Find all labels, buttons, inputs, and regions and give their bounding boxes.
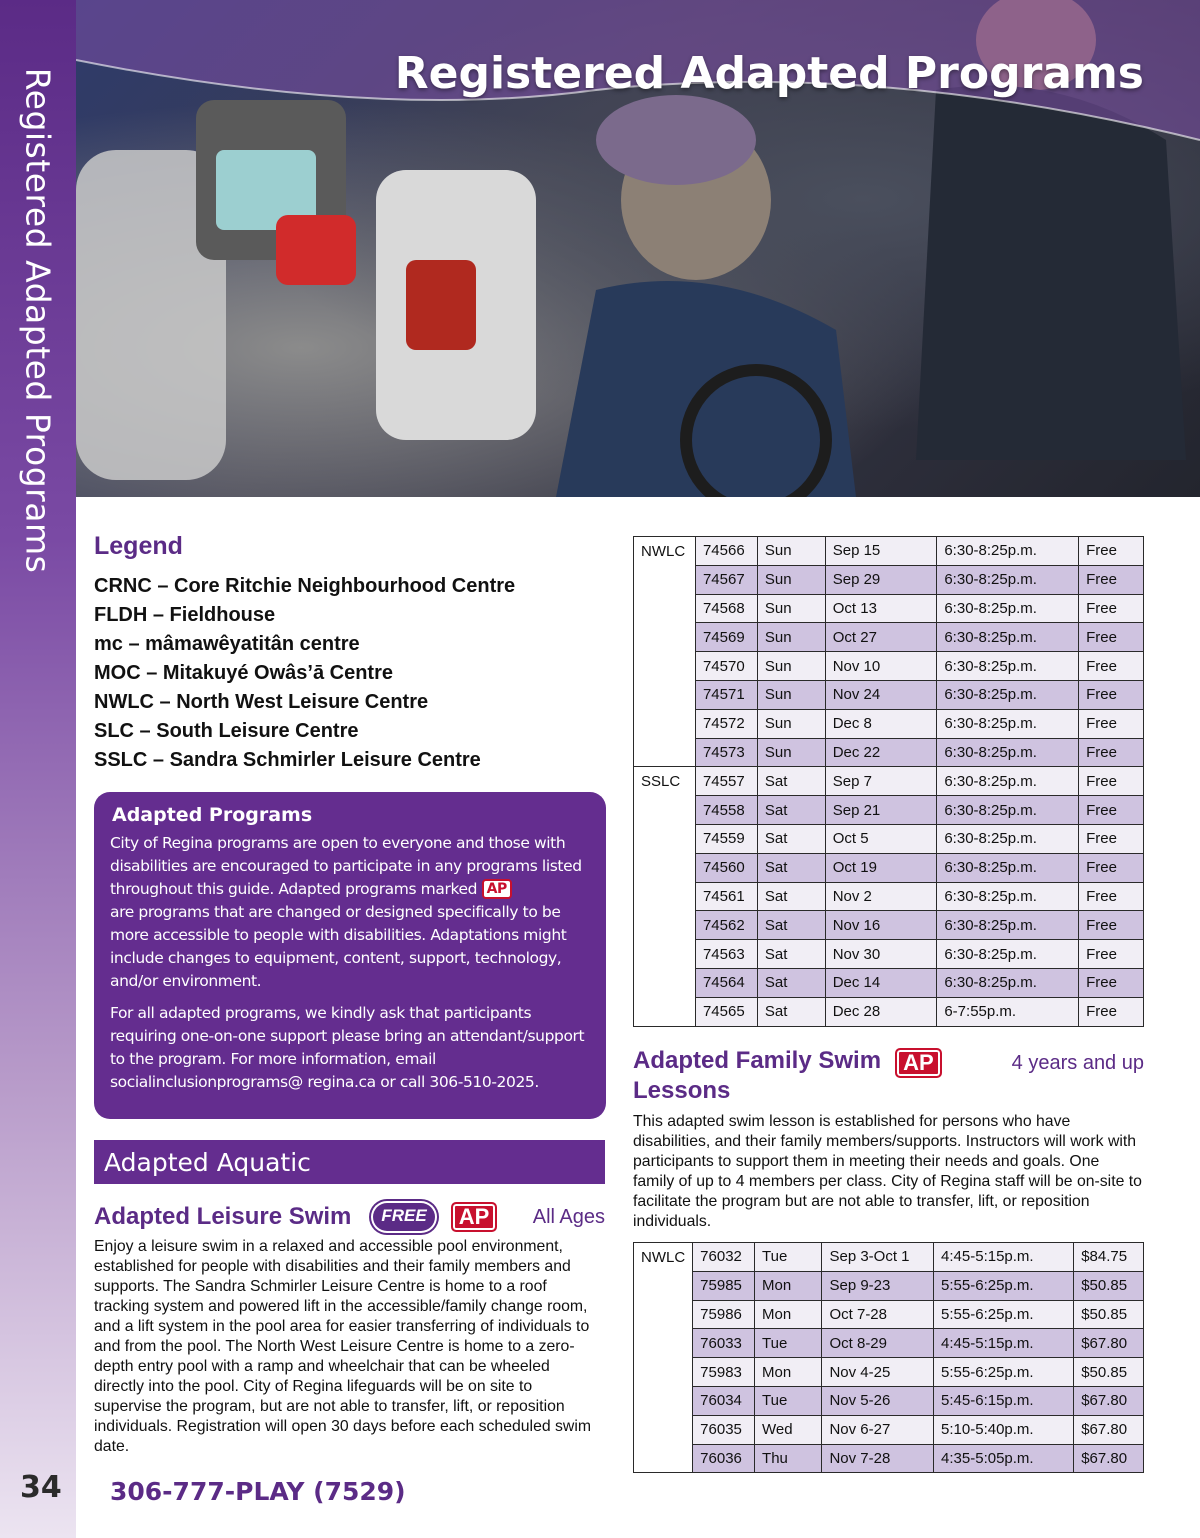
table-cell-date: Oct 7-28 bbox=[822, 1300, 934, 1329]
table-cell-fee: $50.85 bbox=[1074, 1358, 1144, 1387]
table-cell-time: 6:30-8:25p.m. bbox=[937, 738, 1079, 767]
table-cell-barcode: 74559 bbox=[695, 824, 757, 853]
legend-item: MOC – Mitakuyé Owâs’ā Centre bbox=[94, 662, 393, 684]
table-row bbox=[634, 997, 1144, 1026]
table-cell-day: Sun bbox=[757, 709, 825, 738]
table-row bbox=[634, 738, 1144, 767]
table-cell-barcode: 76032 bbox=[693, 1243, 755, 1272]
table-cell-day: Sat bbox=[757, 824, 825, 853]
family-swim-title-line2: Lessons bbox=[633, 1077, 731, 1104]
table-row bbox=[634, 1386, 1144, 1415]
table-cell-time: 6:30-8:25p.m. bbox=[937, 796, 1079, 825]
table-cell-date: Oct 5 bbox=[825, 824, 937, 853]
table-row bbox=[634, 680, 1144, 709]
table-row bbox=[634, 1444, 1144, 1473]
side-title bbox=[0, 0, 76, 640]
table-cell-date: Nov 10 bbox=[825, 652, 937, 681]
table-row bbox=[634, 623, 1144, 652]
table-cell-fee: $67.80 bbox=[1074, 1329, 1144, 1358]
table-row bbox=[634, 882, 1144, 911]
table-cell-site: SSLC bbox=[634, 767, 696, 1026]
table-cell-fee: Free bbox=[1079, 968, 1144, 997]
family-swim-title-line1: Adapted Family Swim bbox=[633, 1047, 882, 1074]
table-cell-barcode: 74561 bbox=[695, 882, 757, 911]
table-cell-date: Oct 27 bbox=[825, 623, 937, 652]
table-cell-barcode: 74567 bbox=[695, 565, 757, 594]
table-cell-date: Nov 16 bbox=[825, 911, 937, 940]
table-cell-time: 6:30-8:25p.m. bbox=[937, 623, 1079, 652]
table-cell-day: Sun bbox=[757, 623, 825, 652]
table-row bbox=[634, 1358, 1144, 1387]
table-cell-day: Sat bbox=[757, 767, 825, 796]
adapted-programs-paragraph-1 bbox=[110, 832, 590, 993]
table-cell-date: Sep 21 bbox=[825, 796, 937, 825]
table-cell-barcode: 75986 bbox=[693, 1300, 755, 1329]
hero-title: Registered Adapted Programs bbox=[394, 48, 1144, 99]
table-cell-day: Mon bbox=[755, 1358, 822, 1387]
table-cell-date: Sep 15 bbox=[825, 537, 937, 566]
table-cell-date: Oct 8-29 bbox=[822, 1329, 934, 1358]
table-row bbox=[634, 565, 1144, 594]
leisure-swim-header bbox=[94, 1202, 605, 1232]
table-cell-date: Dec 14 bbox=[825, 968, 937, 997]
table-cell-barcode: 74572 bbox=[695, 709, 757, 738]
table-cell-barcode: 76036 bbox=[693, 1444, 755, 1473]
table-cell-time: 6:30-8:25p.m. bbox=[937, 565, 1079, 594]
table-cell-barcode: 74571 bbox=[695, 680, 757, 709]
ap-badge-icon: AP bbox=[451, 1202, 498, 1232]
table-row bbox=[634, 537, 1144, 566]
adapted-programs-paragraph-2: For all adapted programs, we kindly ask that participants requiring one-on-one support please bring an attendant/support to the program. For more information, email socialinclusionprograms@ regina.ca or call 306-510-2025. bbox=[110, 1004, 585, 1091]
adapted-programs-box bbox=[94, 792, 606, 1119]
table-cell-fee: Free bbox=[1079, 738, 1144, 767]
free-badge-icon: FREE bbox=[373, 1203, 434, 1231]
table-cell-barcode: 76035 bbox=[693, 1415, 755, 1444]
legend-heading: Legend bbox=[94, 532, 183, 560]
family-swim-description: This adapted swim lesson is established for persons who have disabilities, and their family members/supports. Instructors will work with participants to support them in meeting their needs and goals. One family of up to 4 members per class. City of Regina staff will be on-site to facilitate the program but are not able to transfer, lift, or reposition individuals. bbox=[633, 1113, 1142, 1230]
table-cell-barcode: 74569 bbox=[695, 623, 757, 652]
leisure-swim-age: All Ages bbox=[532, 1205, 605, 1228]
table-cell-fee: Free bbox=[1079, 565, 1144, 594]
section-title-bar: Adapted Aquatic bbox=[94, 1140, 605, 1184]
table-row bbox=[634, 1300, 1144, 1329]
table-cell-day: Sat bbox=[757, 911, 825, 940]
legend-list bbox=[94, 572, 515, 775]
table-cell-fee: $84.75 bbox=[1074, 1243, 1144, 1272]
table-cell-barcode: 74568 bbox=[695, 594, 757, 623]
table-cell-time: 6:30-8:25p.m. bbox=[937, 767, 1079, 796]
table-cell-time: 6:30-8:25p.m. bbox=[937, 940, 1079, 969]
table-row bbox=[634, 824, 1144, 853]
table-row bbox=[634, 1329, 1144, 1358]
table-cell-date: Nov 2 bbox=[825, 882, 937, 911]
table-cell-time: 6:30-8:25p.m. bbox=[937, 853, 1079, 882]
table-cell-time: 4:45-5:15p.m. bbox=[934, 1243, 1074, 1272]
table-cell-fee: Free bbox=[1079, 911, 1144, 940]
table-cell-date: Nov 30 bbox=[825, 940, 937, 969]
table-cell-date: Dec 28 bbox=[825, 997, 937, 1026]
table-cell-time: 4:35-5:05p.m. bbox=[934, 1444, 1074, 1473]
table-cell-barcode: 74560 bbox=[695, 853, 757, 882]
table-cell-fee: Free bbox=[1079, 709, 1144, 738]
table-cell-date: Sep 29 bbox=[825, 565, 937, 594]
table-cell-time: 6:30-8:25p.m. bbox=[937, 652, 1079, 681]
table-cell-date: Oct 19 bbox=[825, 853, 937, 882]
legend-item: FLDH – Fieldhouse bbox=[94, 604, 276, 626]
table-cell-time: 6-7:55p.m. bbox=[937, 997, 1079, 1026]
table-cell-barcode: 74558 bbox=[695, 796, 757, 825]
table-cell-day: Sun bbox=[757, 738, 825, 767]
table-cell-time: 6:30-8:25p.m. bbox=[937, 968, 1079, 997]
table-cell-barcode: 76033 bbox=[693, 1329, 755, 1358]
table-cell-time: 5:55-6:25p.m. bbox=[934, 1271, 1074, 1300]
family-swim-header bbox=[633, 1046, 1144, 1106]
leisure-swim-schedule-table bbox=[633, 536, 1144, 1027]
table-cell-date: Nov 6-27 bbox=[822, 1415, 934, 1444]
table-cell-time: 5:10-5:40p.m. bbox=[934, 1415, 1074, 1444]
table-row bbox=[634, 1271, 1144, 1300]
table-cell-day: Sun bbox=[757, 594, 825, 623]
table-cell-time: 6:30-8:25p.m. bbox=[937, 537, 1079, 566]
table-row bbox=[634, 1415, 1144, 1444]
table-cell-time: 6:30-8:25p.m. bbox=[937, 680, 1079, 709]
table-row bbox=[634, 853, 1144, 882]
table-cell-barcode: 75983 bbox=[693, 1358, 755, 1387]
table-cell-day: Sat bbox=[757, 853, 825, 882]
table-cell-fee: Free bbox=[1079, 623, 1144, 652]
table-cell-time: 6:30-8:25p.m. bbox=[937, 882, 1079, 911]
legend-item: SSLC – Sandra Schmirler Leisure Centre bbox=[94, 749, 481, 771]
table-cell-fee: Free bbox=[1079, 853, 1144, 882]
ap-badge-icon: AP bbox=[895, 1048, 942, 1078]
table-row bbox=[634, 911, 1144, 940]
table-cell-site: NWLC bbox=[634, 537, 696, 767]
table-cell-fee: Free bbox=[1079, 882, 1144, 911]
table-cell-date: Nov 4-25 bbox=[822, 1358, 934, 1387]
table-cell-date: Sep 7 bbox=[825, 767, 937, 796]
table-row bbox=[634, 767, 1144, 796]
table-cell-time: 6:30-8:25p.m. bbox=[937, 709, 1079, 738]
table-cell-barcode: 74563 bbox=[695, 940, 757, 969]
table-cell-day: Sat bbox=[757, 882, 825, 911]
table-cell-day: Tue bbox=[755, 1329, 822, 1358]
legend-item: mc – mâmawêyatitân centre bbox=[94, 633, 360, 655]
table-cell-barcode: 74566 bbox=[695, 537, 757, 566]
table-row bbox=[634, 594, 1144, 623]
table-cell-time: 4:45-5:15p.m. bbox=[934, 1329, 1074, 1358]
ap-badge-icon: AP bbox=[482, 879, 512, 899]
table-cell-day: Tue bbox=[755, 1243, 822, 1272]
table-cell-day: Sat bbox=[757, 968, 825, 997]
table-cell-day: Sun bbox=[757, 565, 825, 594]
legend-item: CRNC – Core Ritchie Neighbourhood Centre bbox=[94, 575, 516, 597]
table-cell-fee: $50.85 bbox=[1074, 1271, 1144, 1300]
legend-item: NWLC – North West Leisure Centre bbox=[94, 691, 429, 713]
table-cell-fee: $67.80 bbox=[1074, 1415, 1144, 1444]
table-cell-fee: Free bbox=[1079, 652, 1144, 681]
side-title-text: Registered Adapted Programs bbox=[18, 67, 58, 573]
table-cell-day: Sun bbox=[757, 652, 825, 681]
table-cell-time: 5:55-6:25p.m. bbox=[934, 1300, 1074, 1329]
table-cell-day: Sat bbox=[757, 796, 825, 825]
table-cell-time: 5:55-6:25p.m. bbox=[934, 1358, 1074, 1387]
table-cell-barcode: 74565 bbox=[695, 997, 757, 1026]
table-cell-day: Wed bbox=[755, 1415, 822, 1444]
table-cell-barcode: 74570 bbox=[695, 652, 757, 681]
table-cell-barcode: 75985 bbox=[693, 1271, 755, 1300]
table-cell-fee: Free bbox=[1079, 680, 1144, 709]
table-cell-barcode: 74573 bbox=[695, 738, 757, 767]
table-row bbox=[634, 709, 1144, 738]
table-cell-day: Thu bbox=[755, 1444, 822, 1473]
table-cell-date: Sep 3-Oct 1 bbox=[822, 1243, 934, 1272]
table-cell-date: Nov 5-26 bbox=[822, 1386, 934, 1415]
table-cell-barcode: 74564 bbox=[695, 968, 757, 997]
table-cell-day: Sun bbox=[757, 680, 825, 709]
legend-item: SLC – South Leisure Centre bbox=[94, 720, 359, 742]
table-row bbox=[634, 652, 1144, 681]
table-cell-date: Dec 8 bbox=[825, 709, 937, 738]
table-cell-fee: Free bbox=[1079, 824, 1144, 853]
family-swim-schedule-table bbox=[633, 1242, 1144, 1473]
family-swim-age: 4 years and up bbox=[1011, 1052, 1144, 1074]
adapted-programs-heading: Adapted Programs bbox=[112, 804, 313, 826]
table-cell-time: 6:30-8:25p.m. bbox=[937, 824, 1079, 853]
table-cell-date: Dec 22 bbox=[825, 738, 937, 767]
table-cell-barcode: 74557 bbox=[695, 767, 757, 796]
table-cell-barcode: 76034 bbox=[693, 1386, 755, 1415]
table-cell-day: Tue bbox=[755, 1386, 822, 1415]
table-cell-day: Sat bbox=[757, 997, 825, 1026]
adapted-programs-text-b: are programs that are changed or designed specifically to be more accessible to people with disabilities. Adaptations might include changes to equipment, content, support, technology, and/or environment. bbox=[110, 903, 567, 990]
table-cell-date: Nov 24 bbox=[825, 680, 937, 709]
page-number: 34 bbox=[20, 1470, 62, 1505]
table-cell-day: Sun bbox=[757, 537, 825, 566]
table-cell-fee: Free bbox=[1079, 594, 1144, 623]
table-cell-fee: Free bbox=[1079, 537, 1144, 566]
table-cell-fee: Free bbox=[1079, 940, 1144, 969]
hero-image bbox=[76, 0, 1200, 497]
adapted-programs-text-a: City of Regina programs are open to everyone and those with disabilities are encouraged to participate in any programs listed throughout this guide. Adapted programs marked bbox=[110, 834, 582, 898]
family-swim-title bbox=[633, 1046, 881, 1106]
table-cell-date: Oct 13 bbox=[825, 594, 937, 623]
table-cell-time: 5:45-6:15p.m. bbox=[934, 1386, 1074, 1415]
table-cell-time: 6:30-8:25p.m. bbox=[937, 911, 1079, 940]
table-row bbox=[634, 1243, 1144, 1272]
table-cell-fee: $67.80 bbox=[1074, 1386, 1144, 1415]
table-cell-day: Mon bbox=[755, 1300, 822, 1329]
table-cell-day: Sat bbox=[757, 940, 825, 969]
table-cell-fee: $67.80 bbox=[1074, 1444, 1144, 1473]
leisure-swim-description: Enjoy a leisure swim in a relaxed and accessible pool environment, established for people with disabilities and their family members and supports. The Sandra Schmirler Leisure Centre is home to a roof tracking system and powered lift in the accessible/family change room, and a lift system in the pool area for easier transferring of individuals to and from the pool. The North West Leisure Centre is home to a zero-depth entry pool with a ramp and wheelchair that can be wheeled directly into the pool. City of Regina lifeguards will be on site to supervise the program, but are not able to transfer, lift, or reposition individuals. Registration will open 30 days before each scheduled swim date. bbox=[94, 1238, 592, 1455]
table-cell-day: Mon bbox=[755, 1271, 822, 1300]
table-cell-fee: Free bbox=[1079, 767, 1144, 796]
table-cell-date: Nov 7-28 bbox=[822, 1444, 934, 1473]
table-cell-date: Sep 9-23 bbox=[822, 1271, 934, 1300]
table-row bbox=[634, 940, 1144, 969]
table-cell-fee: $50.85 bbox=[1074, 1300, 1144, 1329]
table-cell-time: 6:30-8:25p.m. bbox=[937, 594, 1079, 623]
table-cell-fee: Free bbox=[1079, 796, 1144, 825]
table-cell-barcode: 74562 bbox=[695, 911, 757, 940]
footer-phone: 306-777-PLAY (7529) bbox=[110, 1477, 406, 1506]
table-cell-site: NWLC bbox=[634, 1243, 693, 1473]
table-row bbox=[634, 796, 1144, 825]
table-row bbox=[634, 968, 1144, 997]
table-cell-fee: Free bbox=[1079, 997, 1144, 1026]
leisure-swim-title: Adapted Leisure Swim bbox=[94, 1203, 352, 1230]
